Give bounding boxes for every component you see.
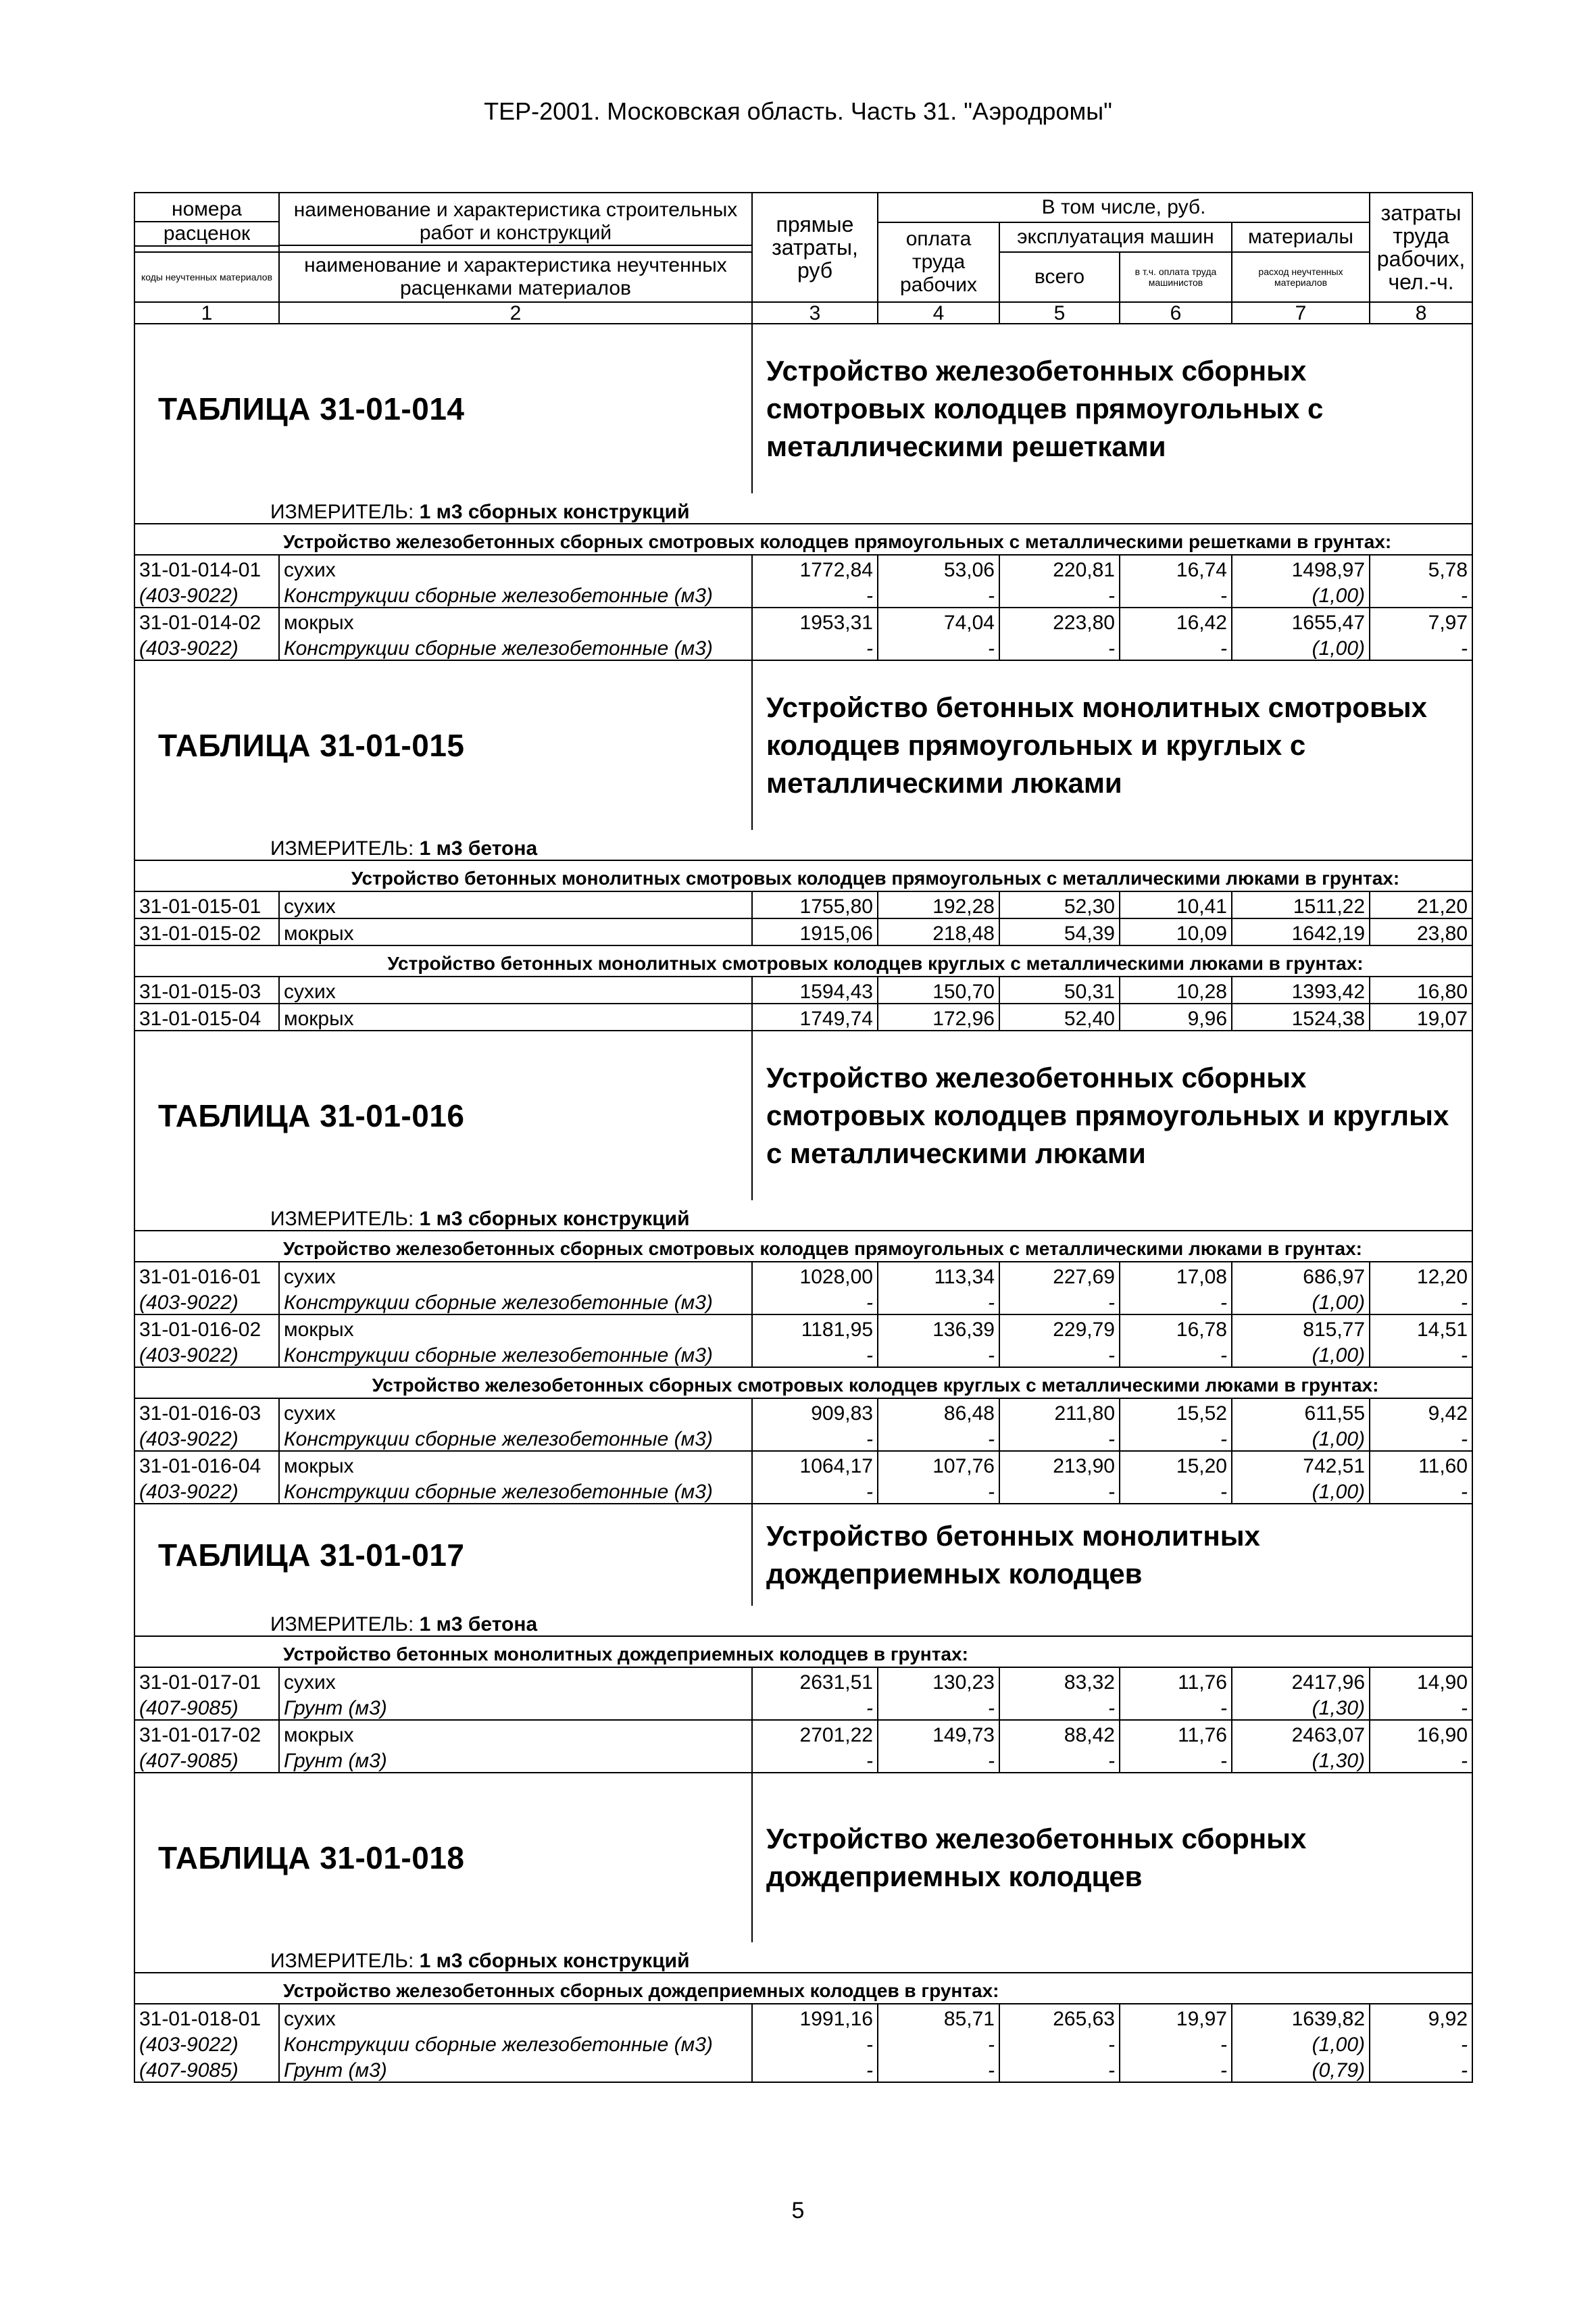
value-cell: 2463,07	[1232, 1720, 1370, 1746]
group-heading: Устройство железобетонных сборных смотровых колодцев прямоугольных с металлическими решетками в грунтах:	[279, 524, 1472, 555]
column-number: 5	[999, 302, 1120, 324]
group-heading-spacer	[134, 1973, 279, 2004]
measure-unit-row	[134, 1942, 1472, 1973]
value-cell: 11,76	[1120, 1720, 1232, 1746]
value-cell: 10,09	[1120, 918, 1232, 945]
value-cell: (1,00)	[1232, 1288, 1370, 1314]
rate-code: 31-01-014-02	[134, 608, 279, 634]
value-cell: 74,04	[878, 608, 999, 634]
col-header-material-names: наименование и характеристика неучтенных расценками материалов	[279, 252, 752, 302]
col-header-material-codes: коды неучтенных материалов	[134, 252, 279, 302]
col-header-machines: эксплуатация машин	[999, 222, 1232, 252]
table-title: Устройство бетонных монолитных дождеприемных колодцев	[752, 1504, 1472, 1606]
value-cell: 113,34	[878, 1262, 999, 1288]
table-title: Устройство бетонных монолитных смотровых колодцев прямоугольных и круглых с металлическими люками	[752, 660, 1472, 830]
value-cell: 86,48	[878, 1398, 999, 1425]
material-row	[134, 1288, 1472, 1314]
measure-unit-row	[134, 1606, 1472, 1636]
measure-unit-value: 1 м3 бетона	[419, 837, 538, 860]
value-cell: 14,51	[1370, 1314, 1472, 1341]
value-cell: 9,42	[1370, 1398, 1472, 1425]
value-cell: 211,80	[999, 1398, 1120, 1425]
group-heading: Устройство железобетонных сборных дождеприемных колодцев в грунтах:	[279, 1973, 1472, 2004]
material-code: (403-9022)	[134, 1425, 279, 1451]
value-cell: -	[752, 2030, 878, 2056]
value-cell: 5,78	[1370, 555, 1472, 581]
value-cell: 52,40	[999, 1004, 1120, 1031]
rate-code: 31-01-017-01	[134, 1667, 279, 1694]
col-header-material-usage: расход неучтенных материалов	[1232, 252, 1370, 302]
rate-code: 31-01-016-02	[134, 1314, 279, 1341]
group-heading-row	[134, 1231, 1472, 1262]
value-cell: 52,30	[999, 891, 1120, 918]
table-row	[134, 1720, 1472, 1746]
value-cell: -	[752, 1425, 878, 1451]
value-cell: -	[999, 1288, 1120, 1314]
value-cell: 1511,22	[1232, 891, 1370, 918]
value-cell: (1,00)	[1232, 581, 1370, 608]
table-row	[134, 1398, 1472, 1425]
work-name: сухих	[279, 555, 752, 581]
material-name: Конструкции сборные железобетонные (м3)	[279, 1341, 752, 1367]
group-heading: Устройство железобетонных сборных смотровых колодцев прямоугольных с металлическими люками в грунтах:	[279, 1231, 1472, 1262]
measure-unit-value: 1 м3 сборных конструкций	[419, 1208, 690, 1230]
value-cell: -	[1120, 1341, 1232, 1367]
value-cell: -	[999, 581, 1120, 608]
value-cell: 2417,96	[1232, 1667, 1370, 1694]
value-cell: 1755,80	[752, 891, 878, 918]
value-cell: 11,76	[1120, 1667, 1232, 1694]
measure-unit	[134, 493, 1472, 524]
value-cell: -	[752, 1694, 878, 1720]
work-name: мокрых	[279, 1451, 752, 1477]
value-cell: 136,39	[878, 1314, 999, 1341]
value-cell: -	[878, 1288, 999, 1314]
group-heading-spacer	[134, 1636, 279, 1667]
value-cell: 1991,16	[752, 2004, 878, 2030]
page-number: 5	[791, 2198, 805, 2223]
value-cell: 2701,22	[752, 1720, 878, 1746]
table-section-title	[134, 1031, 1472, 1200]
value-cell: -	[752, 2056, 878, 2082]
value-cell: -	[1120, 1746, 1232, 1773]
value-cell: 227,69	[999, 1262, 1120, 1288]
value-cell: -	[752, 581, 878, 608]
group-heading-row	[134, 1636, 1472, 1667]
value-cell: 172,96	[878, 1004, 999, 1031]
table-row	[134, 918, 1472, 945]
value-cell: 7,97	[1370, 608, 1472, 634]
value-cell: 150,70	[878, 977, 999, 1004]
value-cell: (1,00)	[1232, 2030, 1370, 2056]
value-cell: -	[1120, 581, 1232, 608]
work-name: мокрых	[279, 1004, 752, 1031]
value-cell: 1642,19	[1232, 918, 1370, 945]
column-number: 1	[134, 302, 279, 324]
table-section-title	[134, 660, 1472, 830]
table-row	[134, 1667, 1472, 1694]
work-name: сухих	[279, 891, 752, 918]
value-cell: 1639,82	[1232, 2004, 1370, 2030]
value-cell: -	[1120, 2056, 1232, 2082]
col-header-labor-costs: затраты труда рабочих, чел.-ч.	[1370, 193, 1472, 302]
material-row	[134, 581, 1472, 608]
value-cell: -	[1370, 634, 1472, 660]
value-cell: -	[1370, 1477, 1472, 1504]
rate-code: 31-01-015-04	[134, 1004, 279, 1031]
measure-unit-label: ИЗМЕРИТЕЛЬ:	[270, 501, 414, 523]
value-cell: 83,32	[999, 1667, 1120, 1694]
rate-code: 31-01-015-01	[134, 891, 279, 918]
value-cell: 53,06	[878, 555, 999, 581]
value-cell: 10,41	[1120, 891, 1232, 918]
work-name: мокрых	[279, 608, 752, 634]
table-code: ТАБЛИЦА 31-01-016	[134, 1031, 752, 1200]
table-section-title	[134, 1773, 1472, 1942]
price-table	[134, 192, 1473, 2083]
value-cell: 1028,00	[752, 1262, 878, 1288]
value-cell: 130,23	[878, 1667, 999, 1694]
rate-code: 31-01-015-03	[134, 977, 279, 1004]
material-row	[134, 1341, 1472, 1367]
column-number: 3	[752, 302, 878, 324]
value-cell: 213,90	[999, 1451, 1120, 1477]
material-code: (403-9022)	[134, 1341, 279, 1367]
table-row	[134, 977, 1472, 1004]
value-cell: 1655,47	[1232, 608, 1370, 634]
value-cell: 9,92	[1370, 2004, 1472, 2030]
table-row	[134, 1004, 1472, 1031]
value-cell: 229,79	[999, 1314, 1120, 1341]
value-cell: 2631,51	[752, 1667, 878, 1694]
value-cell: (1,00)	[1232, 1341, 1370, 1367]
measure-unit-row	[134, 493, 1472, 524]
value-cell: -	[999, 1694, 1120, 1720]
col-header-direct-costs: прямые затраты, руб	[752, 193, 878, 302]
value-cell: -	[1370, 2056, 1472, 2082]
material-row	[134, 1694, 1472, 1720]
value-cell: 16,78	[1120, 1314, 1232, 1341]
table-code: ТАБЛИЦА 31-01-014	[134, 324, 752, 493]
group-heading-row	[134, 1367, 1472, 1398]
material-code: (407-9085)	[134, 1694, 279, 1720]
value-cell: 16,74	[1120, 555, 1232, 581]
value-cell: -	[1120, 1288, 1232, 1314]
value-cell: -	[752, 1288, 878, 1314]
material-name: Грунт (м3)	[279, 2056, 752, 2082]
value-cell: 54,39	[999, 918, 1120, 945]
value-cell: -	[1370, 1288, 1472, 1314]
value-cell: -	[1370, 1425, 1472, 1451]
column-number: 8	[1370, 302, 1472, 324]
material-row	[134, 1477, 1472, 1504]
value-cell: 88,42	[999, 1720, 1120, 1746]
value-cell: 1498,97	[1232, 555, 1370, 581]
value-cell: -	[1370, 581, 1472, 608]
column-number: 7	[1232, 302, 1370, 324]
value-cell: 15,20	[1120, 1451, 1232, 1477]
value-cell: 16,42	[1120, 608, 1232, 634]
value-cell: -	[1120, 1694, 1232, 1720]
value-cell: -	[878, 1477, 999, 1504]
material-row	[134, 2030, 1472, 2056]
material-name: Грунт (м3)	[279, 1694, 752, 1720]
table-title: Устройство железобетонных сборных смотровых колодцев прямоугольных с металлическими решетками	[752, 324, 1472, 493]
col-header-wages: оплата труда рабочих	[878, 222, 999, 302]
value-cell: -	[878, 1746, 999, 1773]
column-number: 4	[878, 302, 999, 324]
table-row	[134, 891, 1472, 918]
table-row	[134, 1451, 1472, 1477]
value-cell: 17,08	[1120, 1262, 1232, 1288]
measure-unit-label: ИЗМЕРИТЕЛЬ:	[270, 837, 414, 860]
value-cell: -	[999, 634, 1120, 660]
rate-code: 31-01-016-01	[134, 1262, 279, 1288]
measure-unit	[134, 1200, 1472, 1231]
value-cell: 220,81	[999, 555, 1120, 581]
measure-unit-row	[134, 1200, 1472, 1231]
measure-unit-label: ИЗМЕРИТЕЛЬ:	[270, 1950, 414, 1972]
value-cell: (0,79)	[1232, 2056, 1370, 2082]
col-header-machines-total: всего	[999, 252, 1120, 302]
rate-code: 31-01-015-02	[134, 918, 279, 945]
rate-code: 31-01-014-01	[134, 555, 279, 581]
material-row	[134, 634, 1472, 660]
material-code: (403-9022)	[134, 1288, 279, 1314]
value-cell: 11,60	[1370, 1451, 1472, 1477]
group-heading: Устройство бетонных монолитных смотровых колодцев круглых с металлическими люками в грунтах:	[279, 945, 1472, 977]
value-cell: -	[752, 634, 878, 660]
group-heading-row	[134, 860, 1472, 891]
value-cell: 16,80	[1370, 977, 1472, 1004]
value-cell: 1953,31	[752, 608, 878, 634]
value-cell: 1181,95	[752, 1314, 878, 1341]
measure-unit	[134, 1942, 1472, 1973]
value-cell: 14,90	[1370, 1667, 1472, 1694]
value-cell: -	[1370, 1694, 1472, 1720]
material-code: (403-9022)	[134, 581, 279, 608]
group-heading: Устройство бетонных монолитных смотровых колодцев прямоугольных с металлическими люками в грунтах:	[279, 860, 1472, 891]
col-header-including: В том числе, руб.	[878, 193, 1370, 222]
measure-unit	[134, 1606, 1472, 1636]
material-code: (403-9022)	[134, 634, 279, 660]
table-row	[134, 555, 1472, 581]
group-heading-row	[134, 1973, 1472, 2004]
material-name: Грунт (м3)	[279, 1746, 752, 1773]
work-name: сухих	[279, 2004, 752, 2030]
value-cell: 16,90	[1370, 1720, 1472, 1746]
value-cell: 50,31	[999, 977, 1120, 1004]
table-code: ТАБЛИЦА 31-01-015	[134, 660, 752, 830]
value-cell: -	[1120, 634, 1232, 660]
group-heading-spacer	[134, 1231, 279, 1262]
table-section-title	[134, 1504, 1472, 1606]
col-header-name: наименование и характеристика строительных работ и конструкций	[279, 193, 752, 252]
value-cell: -	[752, 1477, 878, 1504]
value-cell: 1749,74	[752, 1004, 878, 1031]
value-cell: (1,00)	[1232, 1477, 1370, 1504]
value-cell: -	[878, 2030, 999, 2056]
value-cell: 815,77	[1232, 1314, 1370, 1341]
measure-unit-row	[134, 830, 1472, 860]
table-code: ТАБЛИЦА 31-01-018	[134, 1773, 752, 1942]
value-cell: 23,80	[1370, 918, 1472, 945]
value-cell: 1915,06	[752, 918, 878, 945]
work-name: сухих	[279, 1667, 752, 1694]
work-name: мокрых	[279, 1314, 752, 1341]
value-cell: 611,55	[1232, 1398, 1370, 1425]
group-heading-spacer	[134, 945, 279, 977]
material-name: Конструкции сборные железобетонные (м3)	[279, 1477, 752, 1504]
value-cell: 686,97	[1232, 1262, 1370, 1288]
value-cell: (1,30)	[1232, 1746, 1370, 1773]
work-name: мокрых	[279, 1720, 752, 1746]
work-name: мокрых	[279, 918, 752, 945]
value-cell: -	[1370, 1746, 1472, 1773]
table-title: Устройство железобетонных сборных смотровых колодцев прямоугольных и круглых с металлическими люками	[752, 1031, 1472, 1200]
value-cell: 12,20	[1370, 1262, 1472, 1288]
value-cell: -	[1120, 1477, 1232, 1504]
measure-unit	[134, 830, 1472, 860]
value-cell: -	[878, 1694, 999, 1720]
value-cell: -	[999, 2030, 1120, 2056]
value-cell: 15,52	[1120, 1398, 1232, 1425]
value-cell: 1524,38	[1232, 1004, 1370, 1031]
rate-code: 31-01-017-02	[134, 1720, 279, 1746]
value-cell: 107,76	[878, 1451, 999, 1477]
table-section-title	[134, 324, 1472, 493]
value-cell: (1,00)	[1232, 634, 1370, 660]
value-cell: -	[999, 1746, 1120, 1773]
value-cell: 1772,84	[752, 555, 878, 581]
value-cell: 19,97	[1120, 2004, 1232, 2030]
work-name: сухих	[279, 1262, 752, 1288]
measure-unit-value: 1 м3 сборных конструкций	[419, 1950, 690, 1972]
material-row	[134, 1425, 1472, 1451]
value-cell: 85,71	[878, 2004, 999, 2030]
group-heading-spacer	[134, 860, 279, 891]
group-heading: Устройство бетонных монолитных дождеприемных колодцев в грунтах:	[279, 1636, 1472, 1667]
material-row	[134, 2056, 1472, 2082]
value-cell: 149,73	[878, 1720, 999, 1746]
value-cell: -	[878, 1341, 999, 1367]
value-cell: 9,96	[1120, 1004, 1232, 1031]
measure-unit-label: ИЗМЕРИТЕЛЬ:	[270, 1208, 414, 1230]
column-number: 2	[279, 302, 752, 324]
value-cell: 1594,43	[752, 977, 878, 1004]
value-cell: -	[878, 581, 999, 608]
material-code: (403-9022)	[134, 2030, 279, 2056]
value-cell: -	[999, 1425, 1120, 1451]
measure-unit-value: 1 м3 бетона	[419, 1613, 538, 1635]
material-name: Конструкции сборные железобетонные (м3)	[279, 1288, 752, 1314]
value-cell: 192,28	[878, 891, 999, 918]
group-heading: Устройство железобетонных сборных смотровых колодцев круглых с металлическими люками в грунтах:	[279, 1367, 1472, 1398]
table-code: ТАБЛИЦА 31-01-017	[134, 1504, 752, 1606]
material-row	[134, 1746, 1472, 1773]
value-cell: -	[752, 1341, 878, 1367]
value-cell: 223,80	[999, 608, 1120, 634]
value-cell: (1,30)	[1232, 1694, 1370, 1720]
material-name: Конструкции сборные железобетонные (м3)	[279, 2030, 752, 2056]
value-cell: -	[1370, 2030, 1472, 2056]
value-cell: -	[752, 1746, 878, 1773]
value-cell: 218,48	[878, 918, 999, 945]
value-cell: -	[999, 1477, 1120, 1504]
value-cell: -	[1120, 2030, 1232, 2056]
rate-code: 31-01-016-04	[134, 1451, 279, 1477]
material-name: Конструкции сборные железобетонные (м3)	[279, 581, 752, 608]
rate-code: 31-01-018-01	[134, 2004, 279, 2030]
col-header-codes: номера расценок	[134, 193, 279, 252]
col-header-machinist-wages: в т.ч. оплата труда машинистов	[1120, 252, 1232, 302]
page-header: ТЕР-2001. Московская область. Часть 31. "Аэродромы"	[484, 97, 1112, 125]
value-cell: 1393,42	[1232, 977, 1370, 1004]
table-row	[134, 608, 1472, 634]
value-cell: -	[878, 2056, 999, 2082]
table-row	[134, 1262, 1472, 1288]
work-name: сухих	[279, 977, 752, 1004]
value-cell: 19,07	[1370, 1004, 1472, 1031]
value-cell: 21,20	[1370, 891, 1472, 918]
col-header-materials: материалы	[1232, 222, 1370, 252]
value-cell: -	[878, 634, 999, 660]
value-cell: -	[1370, 1341, 1472, 1367]
value-cell: 1064,17	[752, 1451, 878, 1477]
measure-unit-value: 1 м3 сборных конструкций	[419, 501, 690, 523]
column-number: 6	[1120, 302, 1232, 324]
value-cell: -	[999, 1341, 1120, 1367]
table-row	[134, 2004, 1472, 2030]
material-name: Конструкции сборные железобетонные (м3)	[279, 1425, 752, 1451]
material-code: (407-9085)	[134, 2056, 279, 2082]
value-cell: 742,51	[1232, 1451, 1370, 1477]
material-code: (403-9022)	[134, 1477, 279, 1504]
table-row	[134, 1314, 1472, 1341]
rate-code: 31-01-016-03	[134, 1398, 279, 1425]
group-heading-spacer	[134, 524, 279, 555]
value-cell: 265,63	[999, 2004, 1120, 2030]
value-cell: 909,83	[752, 1398, 878, 1425]
group-heading-row	[134, 524, 1472, 555]
work-name: сухих	[279, 1398, 752, 1425]
value-cell: -	[878, 1425, 999, 1451]
table-title: Устройство железобетонных сборных дождеприемных колодцев	[752, 1773, 1472, 1942]
measure-unit-label: ИЗМЕРИТЕЛЬ:	[270, 1613, 414, 1635]
value-cell: -	[1120, 1425, 1232, 1451]
value-cell: -	[999, 2056, 1120, 2082]
material-name: Конструкции сборные железобетонные (м3)	[279, 634, 752, 660]
value-cell: 10,28	[1120, 977, 1232, 1004]
group-heading-row	[134, 945, 1472, 977]
material-code: (407-9085)	[134, 1746, 279, 1773]
value-cell: (1,00)	[1232, 1425, 1370, 1451]
group-heading-spacer	[134, 1367, 279, 1398]
